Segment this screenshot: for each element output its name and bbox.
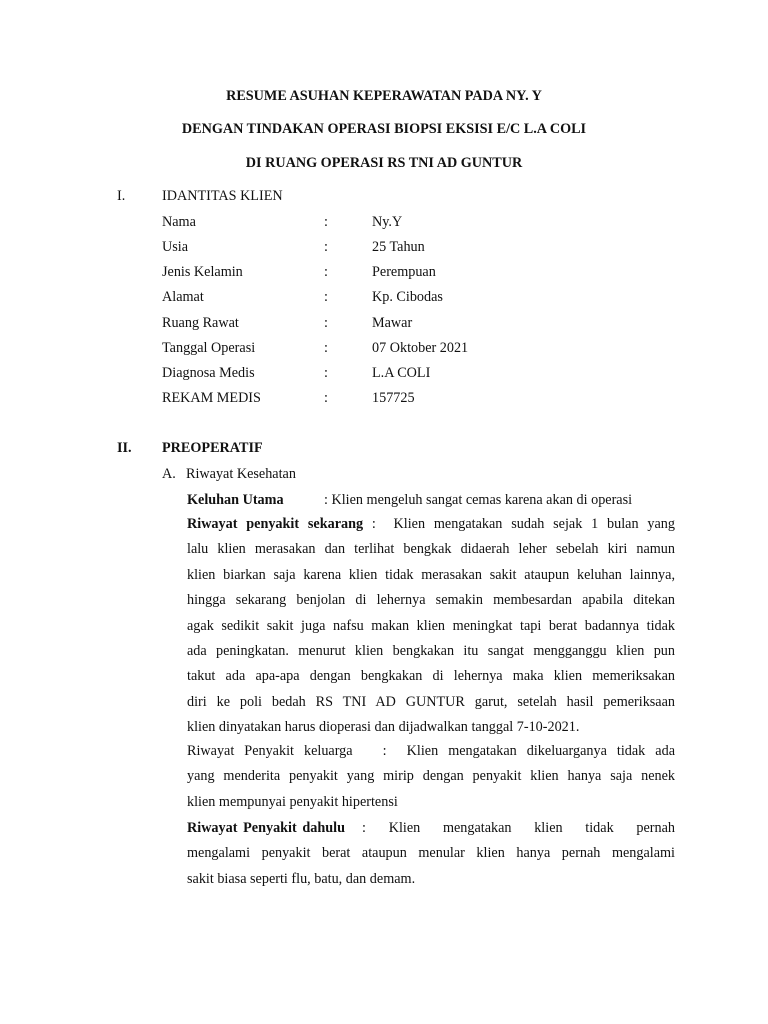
paragraph-line: Riwayat Penyakit keluarga : Klien mengatakan dikeluarganya tidak ada	[187, 743, 675, 759]
identity-label: REKAM MEDIS	[162, 390, 261, 406]
paragraph-line: takut ada apa-apa dengan bengkakan di lehernya maka klien memeriksakan	[187, 668, 675, 685]
paragraph-line: klien dinyatakan harus dioperasi dan dijadwalkan tanggal 7-10-2021.	[187, 719, 580, 736]
paragraph-line	[187, 512, 675, 537]
subsection-a-letter: A.	[162, 466, 176, 482]
paragraph-line: klien mempunyai penyakit hipertensi	[187, 793, 398, 810]
identity-separator: :	[324, 315, 328, 331]
section-1-heading: IDANTITAS KLIEN	[162, 188, 283, 204]
section-1-number: I.	[117, 188, 126, 204]
identity-label: Tanggal Operasi	[162, 340, 256, 356]
identity-separator: :	[324, 239, 328, 255]
paragraph-line: klien biarkan saja karena klien tidak merasakan sakit ataupun keluhan lainnya,	[187, 566, 675, 583]
paragraph-line: diri ke poli bedah RS TNI AD GUNTUR garut, setelah hasil pemeriksaan	[187, 693, 675, 710]
paragraph-line: ada peningkatan. menurut klien bengkakan itu sangat mengganggu klien pun	[187, 642, 675, 659]
identity-label: Jenis Kelamin	[162, 264, 243, 280]
identity-value: Kp. Cibodas	[372, 289, 443, 305]
identity-label: Alamat	[162, 289, 204, 305]
document-title-line-1: RESUME ASUHAN KEPERAWATAN PADA NY. Y	[226, 88, 542, 104]
riwayat-sekarang-first-line: : Klien mengatakan sudah sejak 1 bulan yang	[363, 516, 675, 532]
paragraph-line	[187, 816, 675, 841]
section-2-heading: PREOPERATIF	[162, 440, 263, 456]
identity-separator: :	[324, 289, 328, 305]
riwayat-dahulu-paragraph	[187, 816, 675, 892]
identity-separator: :	[324, 264, 328, 280]
riwayat-sekarang-paragraph	[187, 512, 675, 741]
riwayat-dahulu-first-line: : Klien mengatakan klien tidak pernah	[345, 820, 675, 836]
paragraph-line: lalu klien merasakan dan terlihat bengkak didaerah leher sebelah kiri namun	[187, 541, 675, 558]
identity-separator: :	[324, 365, 328, 381]
paragraph-line: hingga sekarang benjolan di lehernya semakin membesardan apabila ditekan	[187, 592, 675, 609]
paragraph-line: yang menderita penyakit yang mirip dengan penyakit klien hanya saja nenek	[187, 768, 675, 785]
identity-separator: :	[324, 214, 328, 230]
paragraph-line: sakit biasa seperti flu, batu, dan demam.	[187, 870, 416, 887]
riwayat-dahulu-label: Riwayat Penyakit dahulu	[187, 820, 345, 836]
identity-value: 25 Tahun	[372, 239, 425, 255]
riwayat-sekarang-label: Riwayat penyakit sekarang	[187, 516, 364, 532]
keluhan-utama-text: : Klien mengeluh sangat cemas karena akan di operasi	[324, 492, 633, 508]
identity-value: Ny.Y	[372, 214, 403, 230]
identity-value: L.A COLI	[372, 365, 431, 381]
subsection-a-heading: Riwayat Kesehatan	[186, 466, 296, 482]
identity-label: Ruang Rawat	[162, 315, 239, 331]
identity-label: Nama	[162, 214, 196, 230]
identity-value: 157725	[372, 390, 415, 406]
document-title-line-3: DI RUANG OPERASI RS TNI AD GUNTUR	[245, 155, 523, 171]
identity-label: Diagnosa Medis	[162, 365, 255, 381]
paragraph-line: agak sedikit sakit juga nafsu makan klien meningkat tapi berat badannya tidak	[187, 617, 675, 634]
identity-value: 07 Oktober 2021	[372, 340, 469, 356]
identity-label: Usia	[162, 239, 189, 255]
identity-value: Mawar	[372, 315, 413, 331]
identity-separator: :	[324, 390, 328, 406]
section-2-number: II.	[117, 440, 132, 456]
paragraph-line: mengalami penyakit berat ataupun menular klien hanya pernah mengalami	[187, 845, 675, 862]
riwayat-keluarga-paragraph	[187, 739, 675, 815]
identity-separator: :	[324, 340, 328, 356]
identity-value: Perempuan	[372, 264, 436, 280]
keluhan-utama-label: Keluhan Utama	[187, 492, 284, 508]
document-title-line-2: DENGAN TINDAKAN OPERASI BIOPSI EKSISI E/C L.A COLI	[181, 121, 587, 137]
